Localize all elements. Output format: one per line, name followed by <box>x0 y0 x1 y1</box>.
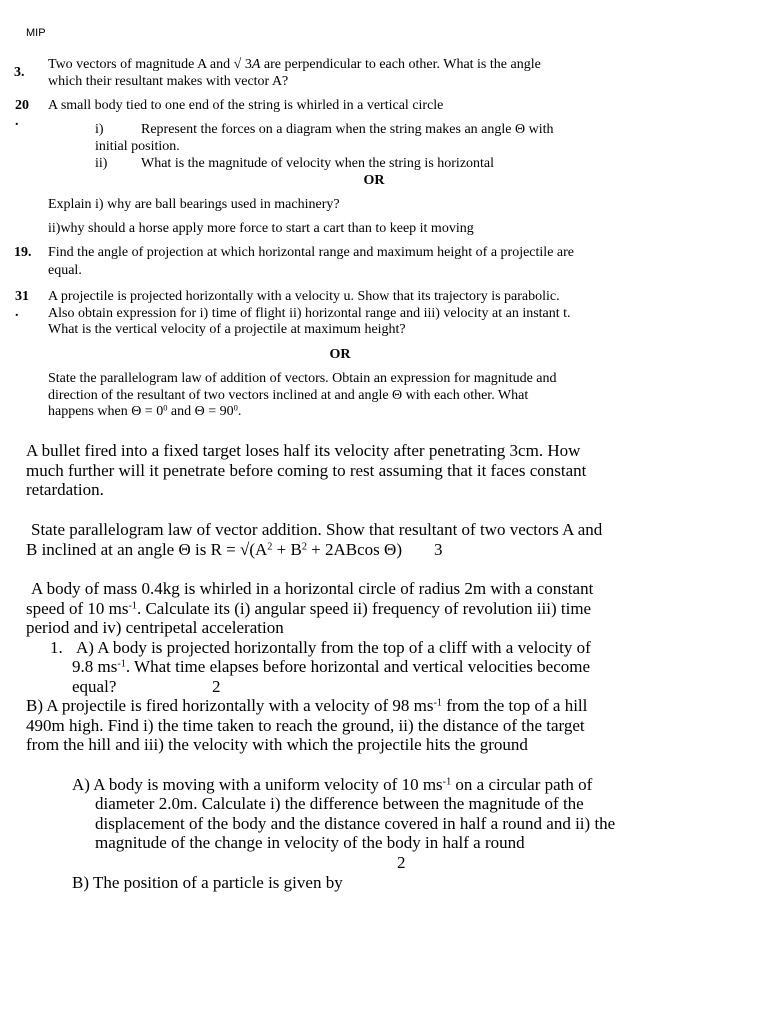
alternate-question-text: State the parallelogram law of addition of vectors. Obtain an expression for magnitude and <box>48 371 557 386</box>
question-text: B) The position of a particle is given by <box>72 873 343 892</box>
question-number-dot: . <box>15 305 19 320</box>
alternate-question-text: ii)why should a horse apply more force to start a cart than to keep it moving <box>48 221 474 236</box>
question-text: A) A body is projected horizontally from the top of a cliff with a velocity of <box>76 638 591 657</box>
question-number: 1. <box>50 638 63 657</box>
question-text: much further will it penetrate before coming to rest assuming that it faces constant <box>26 461 587 480</box>
question-text: State parallelogram law of vector addition. Show that resultant of two vectors A and <box>31 520 603 539</box>
question-text: B) A projectile is fired horizontally with a velocity of 98 $ms^{-1}$ from the top of a hill <box>26 696 588 715</box>
question-text: 490m high. Find i) the time taken to reach the ground, ii) the distance of the target <box>26 716 585 735</box>
subpart-text: initial position. <box>95 139 180 154</box>
question-text: diameter 2.0m. Calculate i) the difference between the magnitude of the <box>95 794 584 813</box>
question-text: A body of mass 0.4kg is whirled in a horizontal circle of radius 2m with a constant <box>31 579 594 598</box>
question-text: Also obtain expression for i) time of flight ii) horizontal range and iii) velocity at an instant t. <box>48 306 571 321</box>
alternate-question-text: direction of the resultant of two vectors inclined at and angle Θ with each other. What <box>48 388 529 403</box>
question-number: 20 <box>15 98 29 113</box>
question-number: 3. <box>14 65 25 80</box>
question-text: magnitude of the change in velocity of the body in half a round <box>95 833 525 852</box>
question-text: equal? <box>72 677 117 696</box>
question-text: 9.8 $ms^{-1}$. What time elapses before horizontal and vertical velocities become <box>72 657 591 676</box>
alternate-question-text: Explain i) why are ball bearings used in machinery? <box>48 197 340 212</box>
question-text: from the hill and iii) the velocity with which the projectile hits the ground <box>26 735 528 754</box>
or-separator: OR <box>329 347 351 362</box>
question-number: 19. <box>14 245 32 260</box>
question-text: period and iv) centripetal acceleration <box>26 618 284 637</box>
question-text: Find the angle of projection at which horizontal range and maximum height of a projectile are <box>48 245 574 260</box>
marks: 3 <box>434 540 443 559</box>
subpart-text: Represent the forces on a diagram when the string makes an angle Θ with <box>141 122 554 137</box>
question-text: retardation. <box>26 480 104 499</box>
question-number: 31 <box>15 289 29 304</box>
or-separator: OR <box>363 173 385 188</box>
question-text: What is the vertical velocity of a projectile at maximum height? <box>48 322 406 337</box>
subpart-text: What is the magnitude of velocity when the string is horizontal <box>141 156 495 171</box>
question-text: B inclined at an angle Θ is $R = √(A^2 + B^2 + 2ABcos$ Θ) <box>26 540 402 559</box>
question-text: A projectile is projected horizontally with a velocity u. Show that its trajectory is parabolic. <box>48 289 560 304</box>
question-text: displacement of the body and the distance covered in half a round and ii) the <box>95 814 616 833</box>
subpart-label: i) <box>95 122 104 137</box>
question-number-dot: . <box>15 114 19 129</box>
question-text: A small body tied to one end of the string is whirled in a vertical circle <box>48 98 444 113</box>
marks: 2 <box>212 677 221 696</box>
question-text: equal. <box>48 263 82 278</box>
subpart-label: ii) <box>95 156 108 171</box>
marks: 2 <box>397 853 406 872</box>
header-label: MIP <box>26 27 46 39</box>
question-text: A) A body is moving with a uniform velocity of 10 $ms^{-1}$ on a circular path of <box>72 775 593 794</box>
alternate-question-text: happens when $\Theta = 0^0$ and $\Theta = 90^0$. <box>48 403 242 419</box>
question-text: Two vectors of magnitude A and √ 3A are perpendicular to each other. What is the angle <box>48 57 541 72</box>
question-text: which their resultant makes with vector A? <box>48 74 289 89</box>
question-text: speed of 10 $ms^{-1}$. Calculate its (i) angular speed ii) frequency of revolution iii) time <box>26 599 592 618</box>
question-text: A bullet fired into a fixed target loses half its velocity after penetrating 3cm. How <box>26 441 581 460</box>
